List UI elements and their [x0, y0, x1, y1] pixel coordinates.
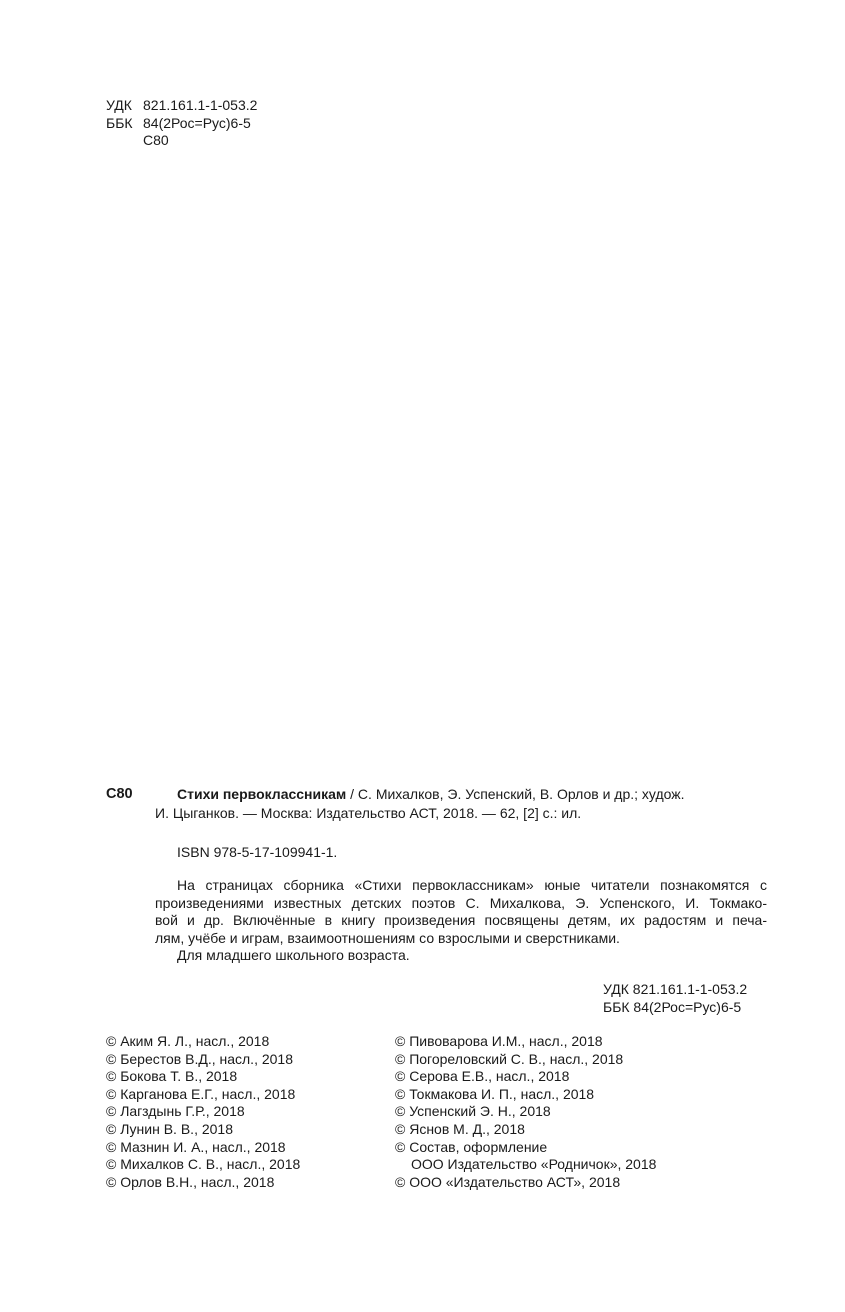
bbk-row: [106, 115, 257, 133]
classification-top: [106, 97, 257, 150]
book-title: Стихи первоклассникам: [177, 786, 347, 802]
bbk-bottom: ББК 84(2Рос=Рус)6-5: [603, 998, 742, 1015]
description-line: лям, учёбе и играм, взаимоотношениям со взрослыми и сверстниками.: [155, 929, 620, 946]
udk-label: УДК: [106, 97, 132, 113]
copyright-line: © Бокова Т. В., 2018: [106, 1068, 238, 1085]
copyright-line: © ООО «Издательство АСТ», 2018: [395, 1173, 621, 1190]
copyright-line: © Берестов В.Д., насл., 2018: [106, 1050, 293, 1067]
isbn: ISBN 978-5-17-109941-1.: [177, 844, 338, 860]
copyright-line: © Токмакова И. П., насл., 2018: [395, 1085, 595, 1102]
classification-bottom: [603, 981, 747, 1016]
copyright-line: © Успенский Э. Н., 2018: [395, 1103, 551, 1120]
description-line: вой и др. Включённые в книгу произведения посвящены детям, их радостям и печа-: [155, 912, 767, 929]
copyright-line: ООО Издательство «Родничок», 2018: [411, 1156, 657, 1173]
udk-row: [106, 97, 257, 115]
udk-bottom: УДК 821.161.1-1-053.2: [603, 981, 748, 997]
copyrights-left: [106, 1033, 300, 1191]
description-line: произведениями известных детских поэтов С. Михалкова, Э. Успенского, И. Токмако-: [155, 894, 767, 911]
entry-authors: / С. Михалков, Э. Успенский, В. Орлов и др.; худож.: [350, 786, 685, 802]
entry-line-2: И. Цыганков. — Москва: Издательство АСТ, 2018. — 62, [2] с.: ил.: [155, 805, 582, 821]
copyright-line: © Карганова Е.Г., насл., 2018: [106, 1085, 296, 1102]
copyright-line: © Аким Я. Л., насл., 2018: [106, 1033, 270, 1049]
copyright-line: © Орлов В.Н., насл., 2018: [106, 1173, 275, 1190]
copyright-line: © Погореловский С. В., насл., 2018: [395, 1050, 624, 1067]
description: [155, 877, 767, 965]
copyright-line: © Пивоварова И.М., насл., 2018: [395, 1033, 603, 1049]
author-mark: С80: [143, 132, 169, 148]
author-mark-row: [106, 132, 257, 150]
description-line: На страницах сборника «Стихи первоклассникам» юные читатели познакомятся с: [177, 877, 767, 893]
copyright-line: © Серова Е.В., насл., 2018: [395, 1068, 570, 1085]
copyrights-right: [395, 1033, 656, 1191]
copyright-line: © Лунин В. В., 2018: [106, 1120, 233, 1137]
copyright-line: © Яснов М. Д., 2018: [395, 1120, 525, 1137]
copyright-line: © Лагздынь Г.Р., 2018: [106, 1103, 245, 1120]
entry-code: С80: [106, 786, 133, 802]
bbk-value: 84(2Рос=Рус)6-5: [143, 114, 251, 131]
copyright-line: © Мазнин И. А., насл., 2018: [106, 1138, 286, 1155]
entry-line-1: [177, 786, 685, 804]
copyright-line: © Михалков С. В., насл., 2018: [106, 1156, 301, 1173]
udk-value: 821.161.1-1-053.2: [143, 97, 258, 113]
bbk-label: ББК: [106, 114, 133, 131]
audience-note: Для младшего школьного возраста.: [177, 947, 410, 964]
copyright-line: © Состав, оформление: [395, 1138, 548, 1155]
